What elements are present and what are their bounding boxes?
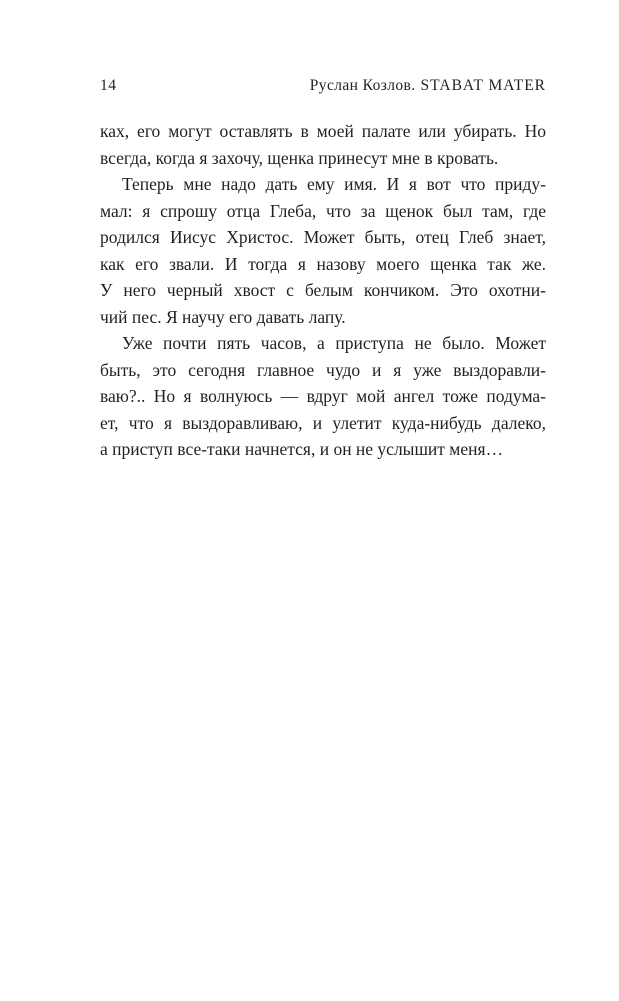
text-line: ваю?.. Но я волнуюсь — вдруг мой ангел тоже подума-: [100, 386, 546, 406]
running-title: [310, 75, 546, 97]
text-line: Уже почти пять часов, а приступа не было. Может: [122, 333, 546, 353]
book-title: STABAT MATER: [420, 77, 546, 94]
text-line: быть, это сегодня главное чудо и я уже выздоравли-: [100, 359, 546, 380]
text-line: ках, его могут оставлять в моей палате или убирать. Но: [100, 121, 546, 141]
text-line: родился Иисус Христос. Может быть, отец Глеб знает,: [100, 227, 546, 247]
paragraph: [100, 171, 546, 330]
text-line: У него черный хвост с белым кончиком. Это охотни-: [100, 280, 546, 300]
text-line: ет, что я выздоравливаю, и улетит куда-нибудь далеко,: [100, 412, 546, 433]
paragraph: [100, 118, 546, 171]
text-line: всегда, когда я захочу, щенка принесут мне в кровать.: [100, 147, 499, 168]
text-line: мал: я спрошу отца Глеба, что за щенок был там, где: [100, 200, 546, 221]
text-line: Теперь мне надо дать ему имя. И я вот что приду-: [122, 174, 546, 194]
text-line: как его звали. И тогда я назову моего щенка так же.: [100, 253, 546, 274]
author-name: Руслан Козлов.: [309, 77, 416, 94]
running-head: [100, 75, 546, 97]
text-line: чий пес. Я научу его давать лапу.: [100, 306, 346, 327]
paragraph: [100, 330, 546, 463]
text-line: а приступ все-таки начнется, и он не услышит меня…: [100, 439, 504, 459]
body-text: [100, 118, 546, 463]
page-number: 14: [100, 77, 117, 94]
